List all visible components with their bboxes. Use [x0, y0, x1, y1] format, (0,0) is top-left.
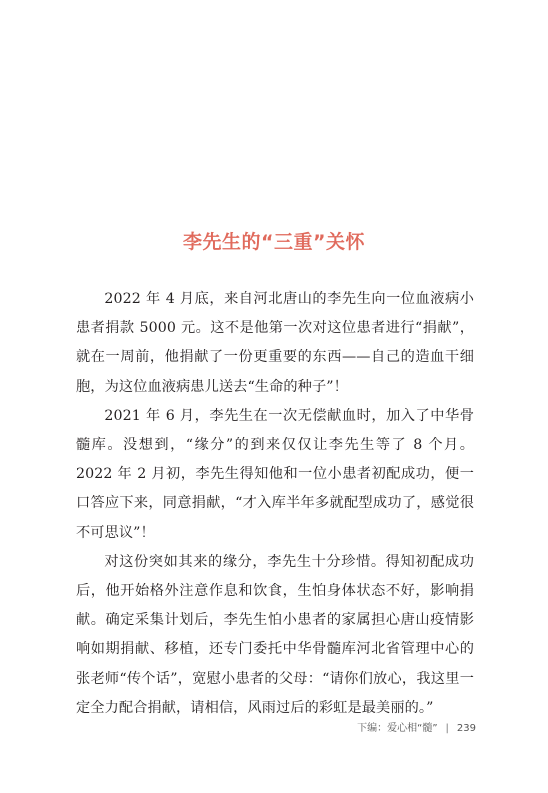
- page-footer: [0, 722, 476, 736]
- footer-separator: |: [445, 723, 449, 734]
- page-number: 239: [456, 723, 476, 734]
- footer-section-title: 下编：爱心相“髓”: [357, 723, 438, 734]
- article-body: [76, 285, 474, 723]
- paragraph-3: 对这份突如其来的缘分，李先生十分珍惜。得知初配成功后，他开始格外注意作息和饮食，生怕身体状态不好，影响捐献。确定采集计划后，李先生怕小患者的家属担心唐山疫情影响如期捐献、移植，还专门委托中华骨髓库河北省管理中心的张老师“传个话”，宽慰小患者的父母：“请你们放心，我这里一定全力配合捐献，请相信，风雨过后的彩虹是最美丽的。”: [76, 553, 474, 716]
- paragraph-2: 2021 年 6 月，李先生在一次无偿献血时，加入了中华骨髓库。没想到，“缘分”的到来仅仅让李先生等了 8 个月。2022 年 2 月初，李先生得知他和一位小患者初配成功，便一口答应下来，同意捐献，“才入库半年多就配型成功了，感觉很不可思议”！: [76, 407, 474, 541]
- article-title: 李先生的“三重”关怀: [183, 231, 365, 253]
- paragraph-1: 2022 年 4 月底，来自河北唐山的李先生向一位血液病小患者捐款 5000 元。这不是他第一次对这位患者进行“捐献”，就在一周前，他捐献了一份更重要的东西——自己的造血干细胞，为这位血液病患儿送去“生命的种子”！: [76, 291, 474, 395]
